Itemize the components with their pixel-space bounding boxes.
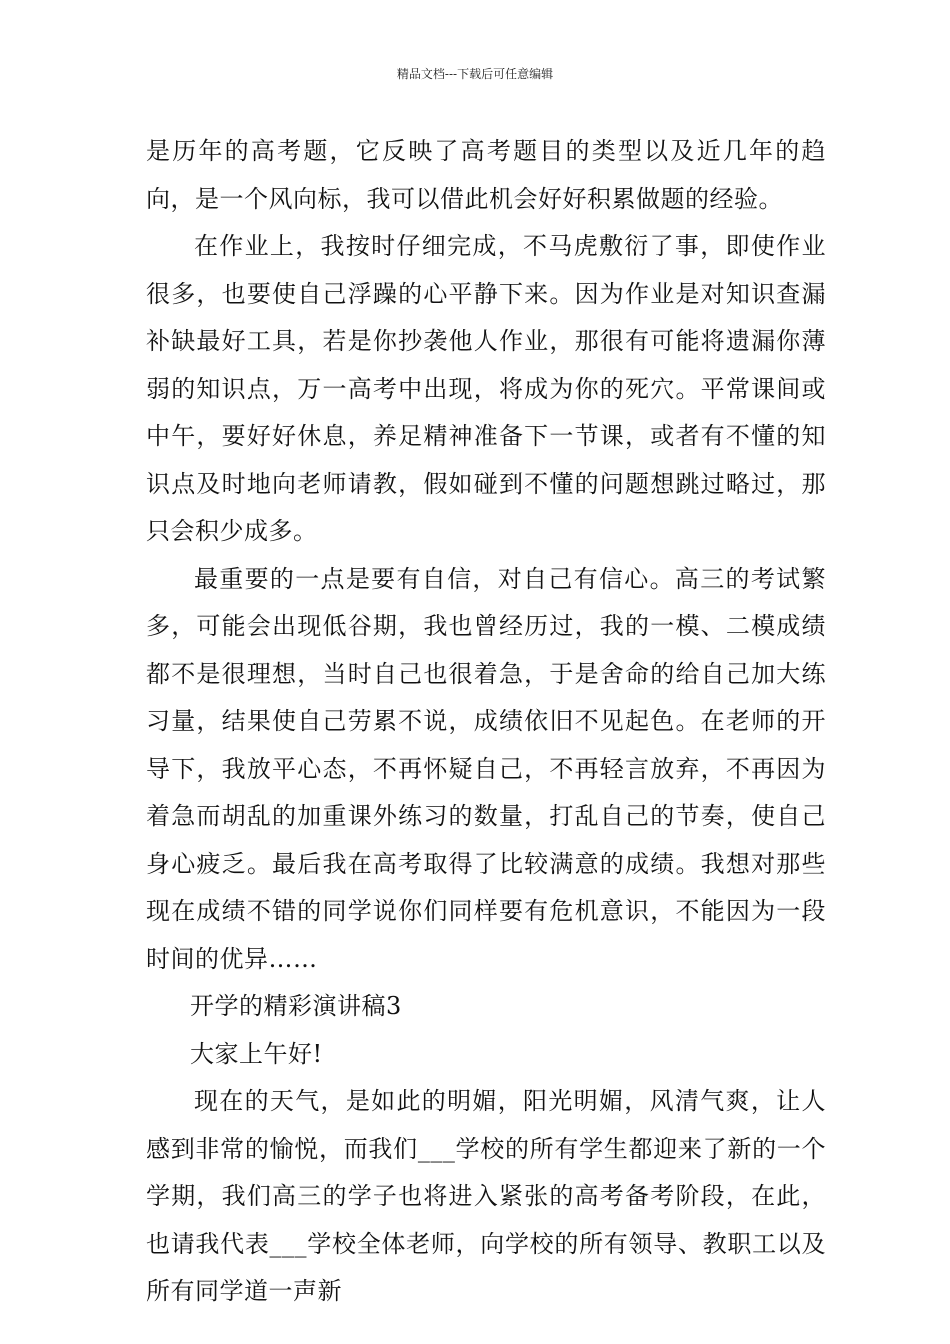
- paragraph-opening: 现在的天气，是如此的明媚，阳光明媚，风清气爽，让人感到非常的愉悦，而我们___学校的所有学生都迎来了新的一个学期，我们高三的学子也将进入紧张的高考备考阶段，在此，也请我代表___学校全体老师，向学校的所有领导、教职工以及所有同学道一声新: [146, 1087, 826, 1305]
- greeting: 大家上午好!: [190, 1039, 323, 1068]
- paragraph-confidence: 最重要的一点是要有自信，对自己有信心。高三的考试繁多，可能会出现低谷期，我也曾经历过，我的一模、二模成绩都不是很理想，当时自己也很着急，于是舍命的给自己加大练习量，结果使自己劳累不说，成绩依旧不见起色。在老师的开导下，我放平心态，不再怀疑自己，不再轻言放弃，不再因为着急而胡乱的加重课外练习的数量，打乱自己的节奏，使自己身心疲乏。最后我在高考取得了比较满意的成绩。我想对那些现在成绩不错的同学说你们同样要有危机意识，不能因为一段时间的优异……: [146, 564, 826, 973]
- paragraph-continuation: 是历年的高考题，它反映了高考题目的类型以及近几年的趋向，是一个风向标，我可以借此机会好好积累做题的经验。: [146, 137, 826, 213]
- section-title: 开学的精彩演讲稿3: [190, 992, 402, 1020]
- page-header: 精品文档---下载后可任意编辑: [396, 67, 554, 81]
- document-body: [146, 128, 826, 1316]
- paragraph-homework: 在作业上，我按时仔细完成，不马虎敷衍了事，即使作业很多，也要使自己浮躁的心平静下来。因为作业是对知识查漏补缺最好工具，若是你抄袭他人作业，那很有可能将遗漏你薄弱的知识点，万一高考中出现，将成为你的死穴。平常课间或中午，要好好休息，养足精神准备下一节课，或者有不懂的知识点及时地向老师请教，假如碰到不懂的问题想跳过略过，那只会积少成多。: [146, 232, 826, 545]
